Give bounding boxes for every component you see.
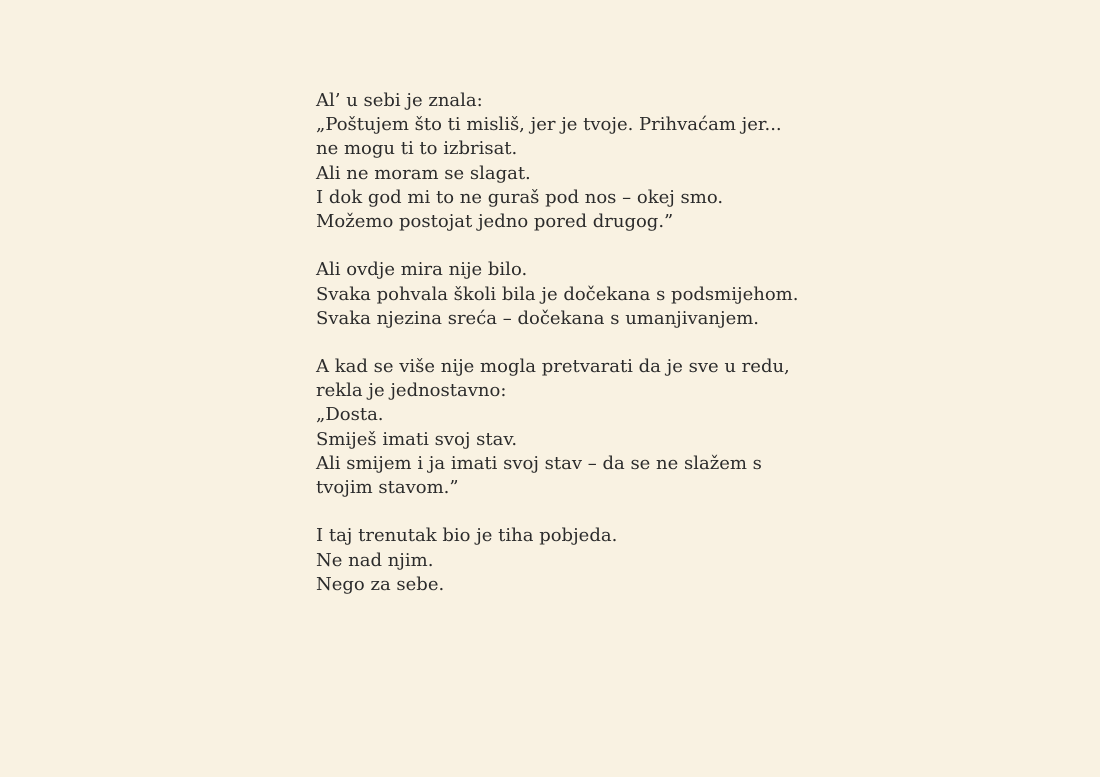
text-line: A kad se više nije mogla pretvarati da je sve u redu, — [316, 356, 790, 378]
text-line: Svaka njezina sreća – dočekana s umanjivanjem. — [316, 307, 760, 329]
stanza-3 — [316, 355, 876, 500]
text-line: Ali ovdje mira nije bilo. — [316, 259, 528, 281]
text-line: Ne nad njim. — [316, 549, 434, 571]
text-line: Ali ne moram se slagat. — [316, 162, 531, 184]
stanza-4 — [316, 524, 876, 597]
text-line: „Dosta. — [316, 404, 384, 426]
text-line: rekla je jednostavno: — [316, 380, 507, 402]
text-line: Smiješ imati svoj stav. — [316, 428, 518, 450]
stanza-2 — [316, 258, 876, 331]
stanza-1 — [316, 89, 876, 234]
poem-text — [316, 89, 876, 597]
text-line: Nego za sebe. — [316, 573, 445, 595]
text-line: ne mogu ti to izbrisat. — [316, 138, 518, 160]
text-line: I dok god mi to ne guraš pod nos – okej smo. — [316, 186, 724, 208]
text-line: „Poštujem što ti misliš, jer je tvoje. Prihvaćam jer... — [316, 114, 782, 136]
text-line: Al’ u sebi je znala: — [316, 90, 483, 111]
text-line: tvojim stavom.” — [316, 477, 459, 498]
text-line: Možemo postojat jedno pored drugog.” — [316, 210, 674, 232]
text-line: Svaka pohvala školi bila je dočekana s podsmijehom. — [316, 283, 799, 305]
text-line: Ali smijem i ja imati svoj stav – da se ne slažem s — [316, 452, 762, 474]
text-line: I taj trenutak bio je tiha pobjeda. — [316, 525, 618, 547]
